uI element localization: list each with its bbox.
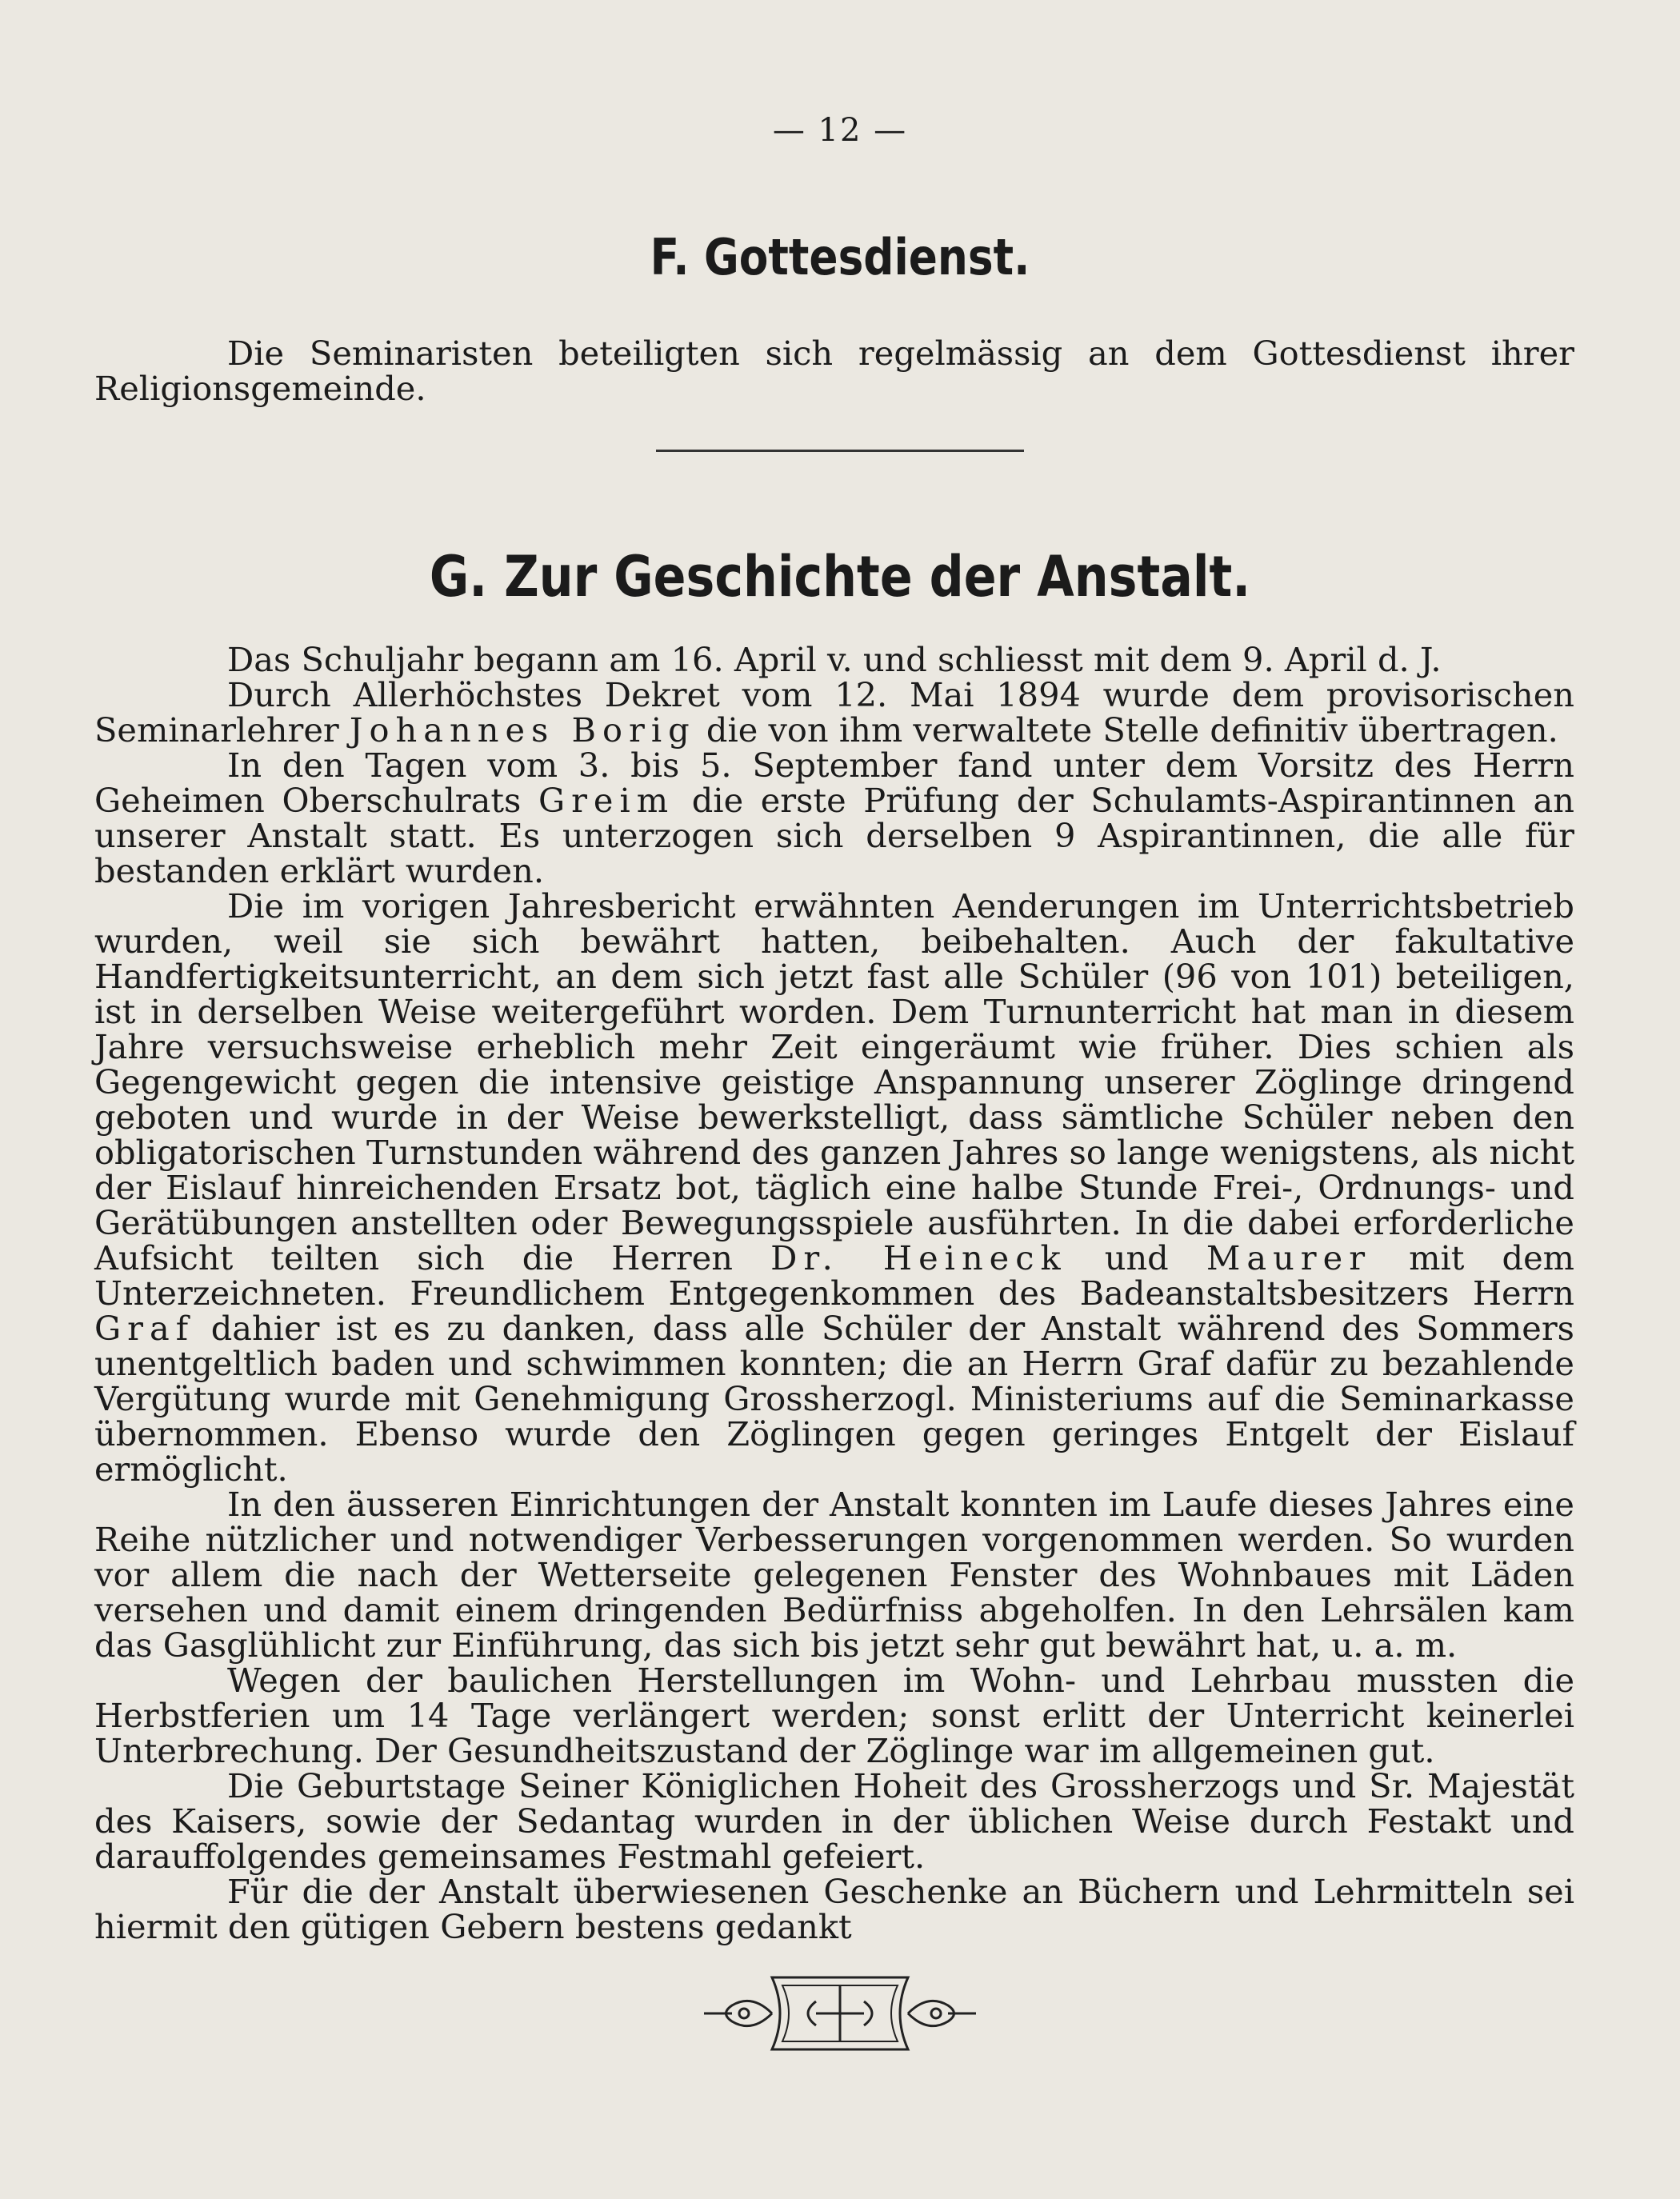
section-f-title: F. Gottesdienst. — [650, 228, 1030, 286]
section-f-paragraph: Die Seminaristen beteiligten sich regelmässig an dem Gottesdienst ihrer Religionsgemeinde. — [94, 334, 1574, 408]
paragraph-2-text-b: die von ihm verwaltete Stelle definitiv übertragen. — [706, 710, 1558, 750]
paragraph-3-text-a: In den Tagen vom 3. bis 5. September fand unter dem Vorsitz des Herrn Geheimen Oberschulrats — [94, 746, 1574, 820]
name-maurer: Maurer — [1206, 1238, 1372, 1277]
paragraph-2 — [94, 675, 1574, 750]
section-f-text — [94, 336, 1574, 406]
paragraph-2-text-a: Durch Allerhöchstes Dekret vom 12. Mai 1894 wurde dem provisorischen Seminarlehrer — [94, 675, 1574, 750]
paragraph-3 — [94, 748, 1574, 889]
paragraph-6: Wegen der baulichen Herstellungen im Wohn- und Lehrbau mussten die Herbstferien um 14 Tage verlängert werden; sonst erlitt der Unterricht keinerlei Unterbrechung. Der Gesundheitszustand der Zöglinge war im allgemeinen gut. — [94, 1661, 1574, 1770]
name-heineck: Dr. Heineck — [770, 1238, 1067, 1277]
paragraph-1: Das Schuljahr begann am 16. April v. und schliesst mit dem 9. April d. J. — [227, 640, 1442, 679]
paragraph-4 — [94, 886, 1574, 1489]
paragraph-5: In den äusseren Einrichtungen der Anstalt konnten im Laufe dieses Jahres eine Reihe nützlicher und notwendiger Verbesserungen vorgenommen werden. So wurden vor allem die nach der Wetterseite gelegenen Fenster des Wohnbaues mit Läden versehen und damit einem dringenden Bedürfniss abgeholfen. In den Lehrsälen kam das Gasglühlicht zur Einführung, das sich bis jetzt sehr gut bewährt hat, u. a. m. — [94, 1485, 1574, 1665]
name-graf: Graf — [94, 1309, 195, 1348]
page-number: — 12 — — [772, 112, 908, 149]
name-greim: Greim — [538, 781, 675, 820]
paragraph-7: Die Geburtstage Seiner Königlichen Hoheit des Grossherzogs und Sr. Majestät des Kaisers, sowie der Sedantag wurden in der üblichen Weise durch Festakt und darauffolgendes gemeinsames Festmahl gefeiert. — [94, 1766, 1574, 1876]
name-johannes-borig: Johannes Borig — [349, 710, 696, 750]
paragraph-4-text-c: dahier ist es zu danken, dass alle Schüler der Anstalt während des Sommers unentgeltlich baden und schwimmen konnten; die an Herrn Graf dafür zu bezahlende Vergütung wurde mit Genehmigung Grossherzogl. Ministeriums auf die Seminarkasse übernommen. Ebenso wurde den Zöglingen gegen geringes Entgelt der Eislauf ermöglicht. — [94, 1309, 1574, 1489]
end-ornament-icon — [696, 1969, 984, 2057]
paragraph-8: Für die der Anstalt überwiesenen Geschenke an Büchern und Lehrmitteln sei hiermit den gütigen Gebern bestens gedankt — [94, 1872, 1574, 1946]
paragraph-4-and: und — [1104, 1238, 1169, 1277]
paragraph-4-text-b: mit dem Unterzeichneten. Freundlichem Entgegenkommen des Badeanstaltsbesitzers Herrn — [94, 1238, 1574, 1313]
paragraph-3-text-b: die erste Prüfung der Schulamts-Aspirantinnen an unserer Anstalt statt. Es unterzogen sich derselben 9 Aspirantinnen, die alle für bestanden erklärt wurden. — [94, 781, 1574, 890]
section-g-body — [94, 642, 1574, 1945]
paragraph-4-text-a: Die im vorigen Jahresbericht erwähnten Aenderungen im Unterrichtsbetrieb wurden, weil sie sich bewährt hatten, beibehalten. Auch der fakultative Handfertigkeitsunterricht, an dem sich jetzt fast alle Schüler (96 von 101) beteiligen, ist in derselben Weise weitergeführt worden. Dem Turnunterricht hat man in diesem Jahre versuchsweise erheblich mehr Zeit eingeräumt wie früher. Dies schien als Gegengewicht gegen die intensive geistige Anspannung unserer Zöglinge dringend geboten und wurde in der Weise bewerkstelligt, dass sämtliche Schüler neben den obligatorischen Turnstunden während des ganzen Jahres so lange wenigstens, als nicht der Eislauf hinreichenden Ersatz bot, täglich eine halbe Stunde Frei-, Ordnungs- und Gerätübungen anstellten oder Bewegungsspiele ausführten. In die dabei erforderliche Aufsicht teilten sich die Herren — [94, 886, 1574, 1277]
section-divider — [656, 450, 1024, 452]
section-g-title: G. Zur Geschichte der Anstalt. — [429, 544, 1251, 610]
